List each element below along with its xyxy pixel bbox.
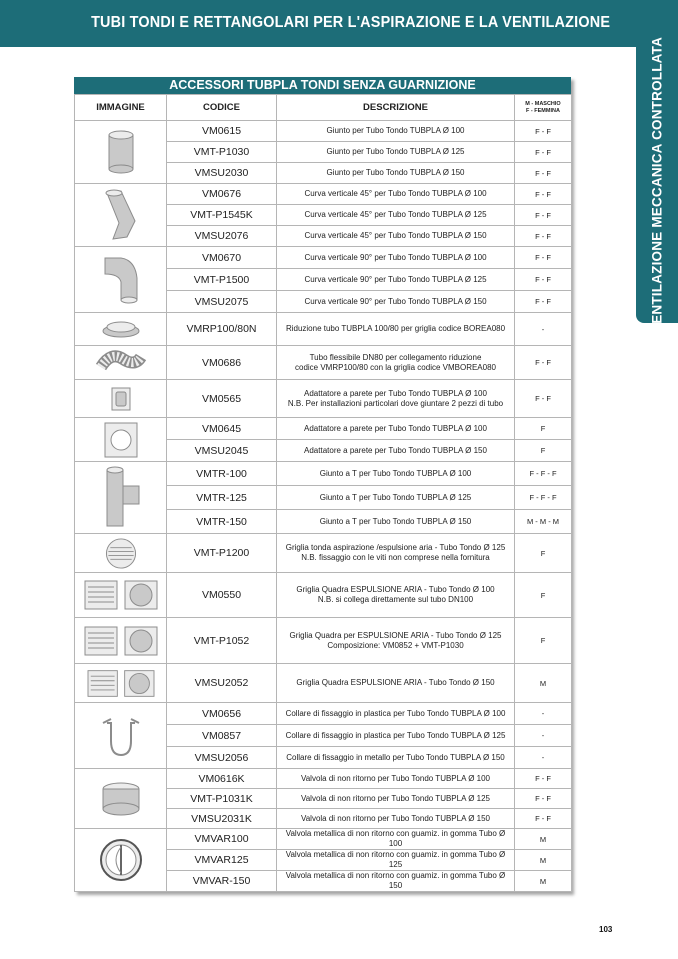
connection-type: F - F — [515, 163, 572, 184]
coupling-icon — [75, 121, 167, 184]
connection-type: M — [515, 871, 572, 892]
description-line: Adattatore a parete per Tubo Tondo TUBPLA Ø 150 — [304, 445, 487, 455]
col-header-image: IMMAGINE — [75, 95, 167, 121]
description-line: Curva verticale 45° per Tubo Tondo TUBPLA Ø 125 — [304, 210, 487, 219]
product-code: VMTR-100 — [167, 462, 277, 486]
connection-type: - — [515, 747, 572, 769]
table-row — [75, 346, 572, 380]
description-note: N.B. Per installazioni particolari dove giuntare 2 pezzi di tubo — [287, 398, 504, 408]
product-description — [277, 291, 515, 313]
connection-type: F — [515, 440, 572, 462]
table-row — [75, 184, 572, 205]
product-code: VMT-P1052 — [167, 618, 277, 664]
table-row — [75, 664, 572, 703]
product-description — [277, 664, 515, 703]
product-code: VMSU2052 — [167, 664, 277, 703]
product-description — [277, 850, 515, 871]
product-description — [277, 184, 515, 205]
product-description — [277, 205, 515, 226]
description-line: Giunto a T per Tubo Tondo TUBPLA Ø 150 — [319, 516, 472, 526]
connection-type: F — [515, 534, 572, 573]
connection-type: - — [515, 725, 572, 747]
description-line: Valvola di non ritorno per Tubo Tondo TUBPLA Ø 100 — [300, 773, 490, 783]
product-description — [277, 163, 515, 184]
product-code: VMRP100/80N — [167, 313, 277, 346]
table-row — [75, 534, 572, 573]
product-description — [277, 313, 515, 346]
table-row — [75, 573, 572, 618]
connection-type: F - F — [515, 380, 572, 418]
connection-type: - — [515, 703, 572, 725]
product-code: VMVAR-150 — [167, 871, 277, 892]
product-code: VM0656 — [167, 703, 277, 725]
product-code: VMSU2030 — [167, 163, 277, 184]
description-line: Collare di fissaggio in plastica per Tubo Tondo TUBPLA Ø 125 — [285, 730, 506, 740]
description-line: Giunto per Tubo Tondo TUBPLA Ø 100 — [326, 126, 465, 135]
product-description — [277, 510, 515, 534]
product-description — [277, 618, 515, 664]
table-row — [75, 313, 572, 346]
section-side-tab-label: VENTILAZIONE MECCANICA CONTROLLATA — [649, 36, 665, 334]
product-code: VMT-P1030 — [167, 142, 277, 163]
col-header-code: CODICE — [167, 95, 277, 121]
connection-type: F - F — [515, 121, 572, 142]
connection-type: F - F - F — [515, 462, 572, 486]
description-line: Valvola di non ritorno per Tubo Tondo TUBPLA Ø 125 — [300, 793, 490, 803]
col-header-description: DESCRIZIONE — [277, 95, 515, 121]
product-description — [277, 269, 515, 291]
description-line: Curva verticale 45° per Tubo Tondo TUBPLA Ø 150 — [304, 231, 487, 240]
connection-type: - — [515, 313, 572, 346]
description-line: Griglia Quadra ESPULSIONE ARIA - Tubo Tondo Ø 100 — [296, 585, 495, 594]
product-code: VMVAR100 — [167, 829, 277, 850]
connection-type: F - F — [515, 789, 572, 809]
connection-type: M - M - M — [515, 510, 572, 534]
product-description — [277, 789, 515, 809]
bend45-icon — [75, 184, 167, 247]
product-code: VMT-P1500 — [167, 269, 277, 291]
product-description — [277, 829, 515, 850]
table-title: ACCESSORI TUBPLA TONDI SENZA GUARNIZIONE — [74, 77, 571, 94]
table-body — [75, 121, 572, 892]
connection-type: F - F — [515, 769, 572, 789]
description-line: Griglia Quadra per ESPULSIONE ARIA - Tubo Tondo Ø 125 — [289, 630, 502, 640]
connection-legend-female: F - FEMMINA — [526, 107, 560, 114]
checkvalve-icon — [75, 769, 167, 829]
squaregrille-pair-icon — [75, 664, 167, 703]
connection-type: F - F — [515, 291, 572, 313]
connection-type: F - F — [515, 247, 572, 269]
description-line: Giunto per Tubo Tondo TUBPLA Ø 125 — [326, 147, 465, 156]
product-description — [277, 725, 515, 747]
connection-type: F - F — [515, 269, 572, 291]
description-line: Giunto a T per Tubo Tondo TUBPLA Ø 100 — [319, 468, 472, 478]
product-description — [277, 346, 515, 380]
connection-type: M — [515, 829, 572, 850]
clamp-icon — [75, 703, 167, 769]
connection-type: F — [515, 418, 572, 440]
connection-type: F - F — [515, 346, 572, 380]
description-line: Valvola metallica di non ritorno con guamiz. in gomma Tubo Ø 150 — [285, 871, 506, 890]
description-line: Adattatore a parete per Tubo Tondo TUBPLA Ø 100 — [304, 423, 487, 433]
product-description — [277, 703, 515, 725]
product-description — [277, 121, 515, 142]
product-code: VM0550 — [167, 573, 277, 618]
product-description — [277, 462, 515, 486]
connection-type: F - F — [515, 142, 572, 163]
description-line: Giunto a T per Tubo Tondo TUBPLA Ø 125 — [319, 492, 472, 502]
connection-type: F - F — [515, 184, 572, 205]
product-code: VMT-P1545K — [167, 205, 277, 226]
product-code: VM0645 — [167, 418, 277, 440]
description-line: Griglia Quadra ESPULSIONE ARIA - Tubo Tondo Ø 150 — [296, 678, 495, 687]
product-code: VM0676 — [167, 184, 277, 205]
product-description — [277, 440, 515, 462]
connection-legend-male: M - MASCHIO — [525, 100, 561, 107]
walladapter-icon — [75, 418, 167, 462]
product-code: VM0686 — [167, 346, 277, 380]
product-description — [277, 871, 515, 892]
connection-type: M — [515, 850, 572, 871]
product-code: VM0670 — [167, 247, 277, 269]
description-line: Collare di fissaggio in plastica per Tubo Tondo TUBPLA Ø 100 — [285, 708, 506, 718]
product-description — [277, 486, 515, 510]
table-row — [75, 462, 572, 486]
product-code: VMTR-125 — [167, 486, 277, 510]
product-description — [277, 747, 515, 769]
connection-type: F — [515, 618, 572, 664]
description-line: Curva verticale 90° per Tubo Tondo TUBPLA Ø 100 — [304, 252, 487, 262]
table-row — [75, 829, 572, 850]
walladapter-small-icon — [75, 380, 167, 418]
bend90-icon — [75, 247, 167, 313]
description-line: Tubo flessibile DN80 per collegamento riduzione — [309, 352, 482, 362]
product-code: VMSU2056 — [167, 747, 277, 769]
description-note: N.B. fissaggio con le viti non comprese nella fornitura — [301, 553, 490, 562]
description-line: Curva verticale 90° per Tubo Tondo TUBPLA Ø 150 — [304, 296, 487, 306]
squaregrille-pair-icon — [75, 573, 167, 618]
description-line: Collare di fissaggio in metallo per Tubo Tondo TUBPLA Ø 150 — [286, 752, 505, 762]
description-line: Riduzione tubo TUBPLA 100/80 per griglia codice BOREA080 — [285, 324, 506, 333]
table-row — [75, 618, 572, 664]
product-description — [277, 142, 515, 163]
product-description — [277, 809, 515, 829]
product-code: VMTR-150 — [167, 510, 277, 534]
page-number: 103 — [599, 925, 613, 934]
product-code: VM0565 — [167, 380, 277, 418]
table-row — [75, 703, 572, 725]
product-code: VMT-P1200 — [167, 534, 277, 573]
connection-type: M — [515, 664, 572, 703]
metalvalve-icon — [75, 829, 167, 892]
roundgrille-icon — [75, 534, 167, 573]
reducer-icon — [75, 313, 167, 346]
product-description — [277, 769, 515, 789]
product-description — [277, 380, 515, 418]
description-line: Griglia tonda aspirazione /espulsione aria - Tubo Tondo Ø 125 — [285, 543, 506, 552]
connection-type: F — [515, 573, 572, 618]
col-header-connection — [515, 95, 572, 121]
header-bar — [0, 0, 678, 47]
squaregrille-pair-icon — [75, 618, 167, 664]
product-code: VM0615 — [167, 121, 277, 142]
product-code: VMSU2031K — [167, 809, 277, 829]
description-line: Curva verticale 45° per Tubo Tondo TUBPLA Ø 100 — [304, 189, 487, 198]
description-note: N.B. si collega direttamente sul tubo DN100 — [317, 595, 474, 604]
product-code: VMT-P1031K — [167, 789, 277, 809]
description-note: codice VMRP100/80 con la griglia codice VMBOREA080 — [295, 362, 496, 372]
flexhose-icon — [75, 346, 167, 380]
product-description — [277, 247, 515, 269]
description-line: Adattatore a parete per Tubo Tondo TUBPLA Ø 100 — [304, 388, 487, 398]
page-title: TUBI TONDI E RETTANGOLARI PER L'ASPIRAZIONE E LA VENTILAZIONE — [90, 14, 610, 31]
product-description — [277, 534, 515, 573]
table-row — [75, 121, 572, 142]
table-row — [75, 769, 572, 789]
product-description — [277, 573, 515, 618]
connection-type: F - F — [515, 226, 572, 247]
connection-type: F - F - F — [515, 486, 572, 510]
product-code: VMSU2076 — [167, 226, 277, 247]
table-row — [75, 380, 572, 418]
description-line: Giunto per Tubo Tondo TUBPLA Ø 150 — [326, 168, 465, 177]
table-row — [75, 418, 572, 440]
product-code: VM0616K — [167, 769, 277, 789]
description-line: Valvola metallica di non ritorno con guamiz. in gomma Tubo Ø 125 — [285, 850, 506, 869]
product-table-container — [74, 77, 571, 892]
product-code: VMSU2045 — [167, 440, 277, 462]
description-line: Valvola metallica di non ritorno con guamiz. in gomma Tubo Ø 100 — [285, 829, 506, 848]
connection-type: F - F — [515, 205, 572, 226]
table-row — [75, 247, 572, 269]
product-code: VMVAR125 — [167, 850, 277, 871]
product-description — [277, 418, 515, 440]
connection-type: F - F — [515, 809, 572, 829]
product-code: VM0857 — [167, 725, 277, 747]
section-side-tab — [636, 36, 678, 334]
description-line: Curva verticale 90° per Tubo Tondo TUBPLA Ø 125 — [304, 274, 487, 284]
product-description — [277, 226, 515, 247]
product-table — [74, 94, 572, 892]
description-note: Composizione: VM0852 + VMT-P1030 — [327, 640, 464, 650]
tee-icon — [75, 462, 167, 534]
product-code: VMSU2075 — [167, 291, 277, 313]
description-line: Valvola di non ritorno per Tubo Tondo TUBPLA Ø 150 — [300, 813, 490, 823]
